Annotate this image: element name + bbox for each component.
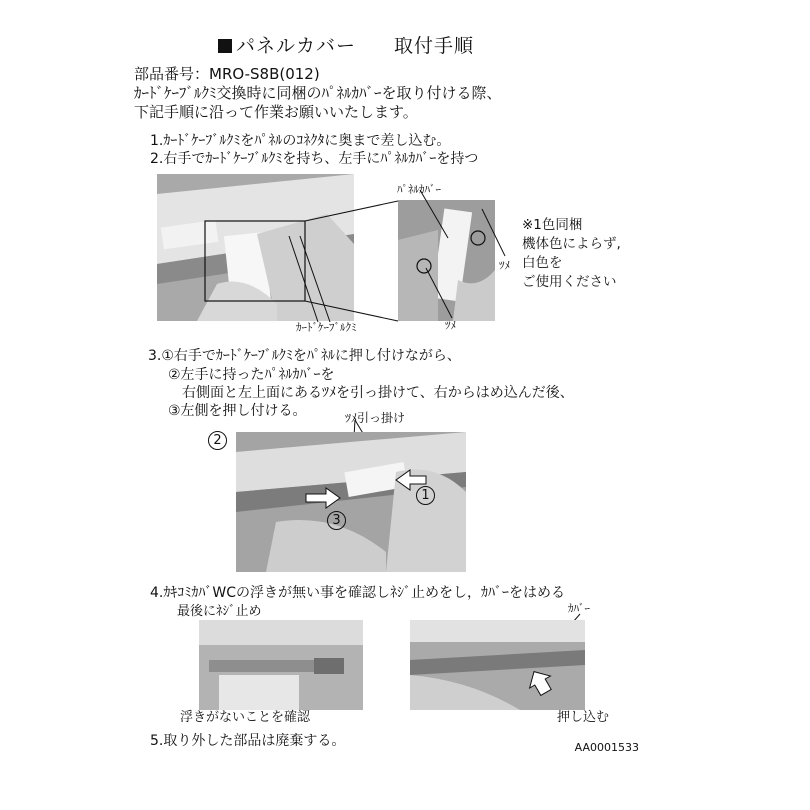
- label-tab-bottom: ﾂﾒ: [445, 319, 456, 332]
- label-card-cable: ｶｰﾄﾞｹｰﾌﾞﾙｸﾐ: [296, 321, 357, 334]
- label-tab-hook: ﾂﾒ引っ掛け: [345, 411, 406, 425]
- document-id: AA0001533: [574, 741, 639, 754]
- label-check-float: 浮きがないことを確認: [180, 710, 311, 725]
- label-cover: ｶﾊﾞｰ: [568, 602, 590, 615]
- step-3-line-2: ②左手に持ったﾊﾟﾈﾙｶﾊﾞｰを: [168, 367, 335, 383]
- circle-2-marker: 2: [208, 430, 227, 450]
- step-5: 5.取り外した部品は廃棄する。: [150, 733, 346, 749]
- step-3-line-3: 右側面と左上面にあるﾂﾒを引っ掛けて、右からはめ込んだ後、: [182, 385, 574, 401]
- part-number: 部品番号：MRO-S8B(012): [134, 65, 320, 83]
- intro-line-1: ｶｰﾄﾞｹｰﾌﾞﾙｸﾐ交換時に同梱のﾊﾟﾈﾙｶﾊﾞｰを取り付ける際、: [134, 84, 502, 102]
- label-tab-right: ﾂﾒ: [499, 259, 510, 272]
- page-title: パネルカバー 取付手順: [218, 36, 474, 57]
- label-panel-cover: ﾊﾟﾈﾙｶﾊﾞｰ: [397, 183, 441, 196]
- circle-3-marker: 3: [327, 510, 346, 530]
- step-1: 1.ｶｰﾄﾞｹｰﾌﾞﾙｸﾐをﾊﾟﾈﾙのｺﾈｸﾀに奥まで差し込む。: [150, 133, 451, 149]
- color-note: ※1色同梱 機体色によらず, 白色を ご使用ください: [522, 217, 621, 290]
- step-3-line-4: ③左側を押し付ける。: [168, 403, 307, 419]
- label-push-in: 押し込む: [557, 710, 610, 725]
- step-4: 4.ｶｷｺﾐｶﾊﾞWCの浮きが無い事を確認しﾈｼﾞ止めをし，ｶﾊﾞｰをはめる: [150, 585, 565, 601]
- photo-step4-cover: [410, 620, 585, 710]
- intro-line-2: 下記手順に沿って作業お願いいたします。: [134, 103, 418, 121]
- step-3-line-1: 3.①右手でｶｰﾄﾞｹｰﾌﾞﾙｸﾐをﾊﾟﾈﾙに押し付けながら、: [148, 348, 461, 364]
- circle-1-marker: 1: [416, 485, 435, 505]
- label-screw-last: 最後にﾈｼﾞ止め: [177, 604, 262, 619]
- step-2: 2.右手でｶｰﾄﾞｹｰﾌﾞﾙｸﾐを持ち、左手にﾊﾟﾈﾙｶﾊﾞｰを持つ: [150, 151, 479, 167]
- photo-step4-screw: [199, 620, 363, 710]
